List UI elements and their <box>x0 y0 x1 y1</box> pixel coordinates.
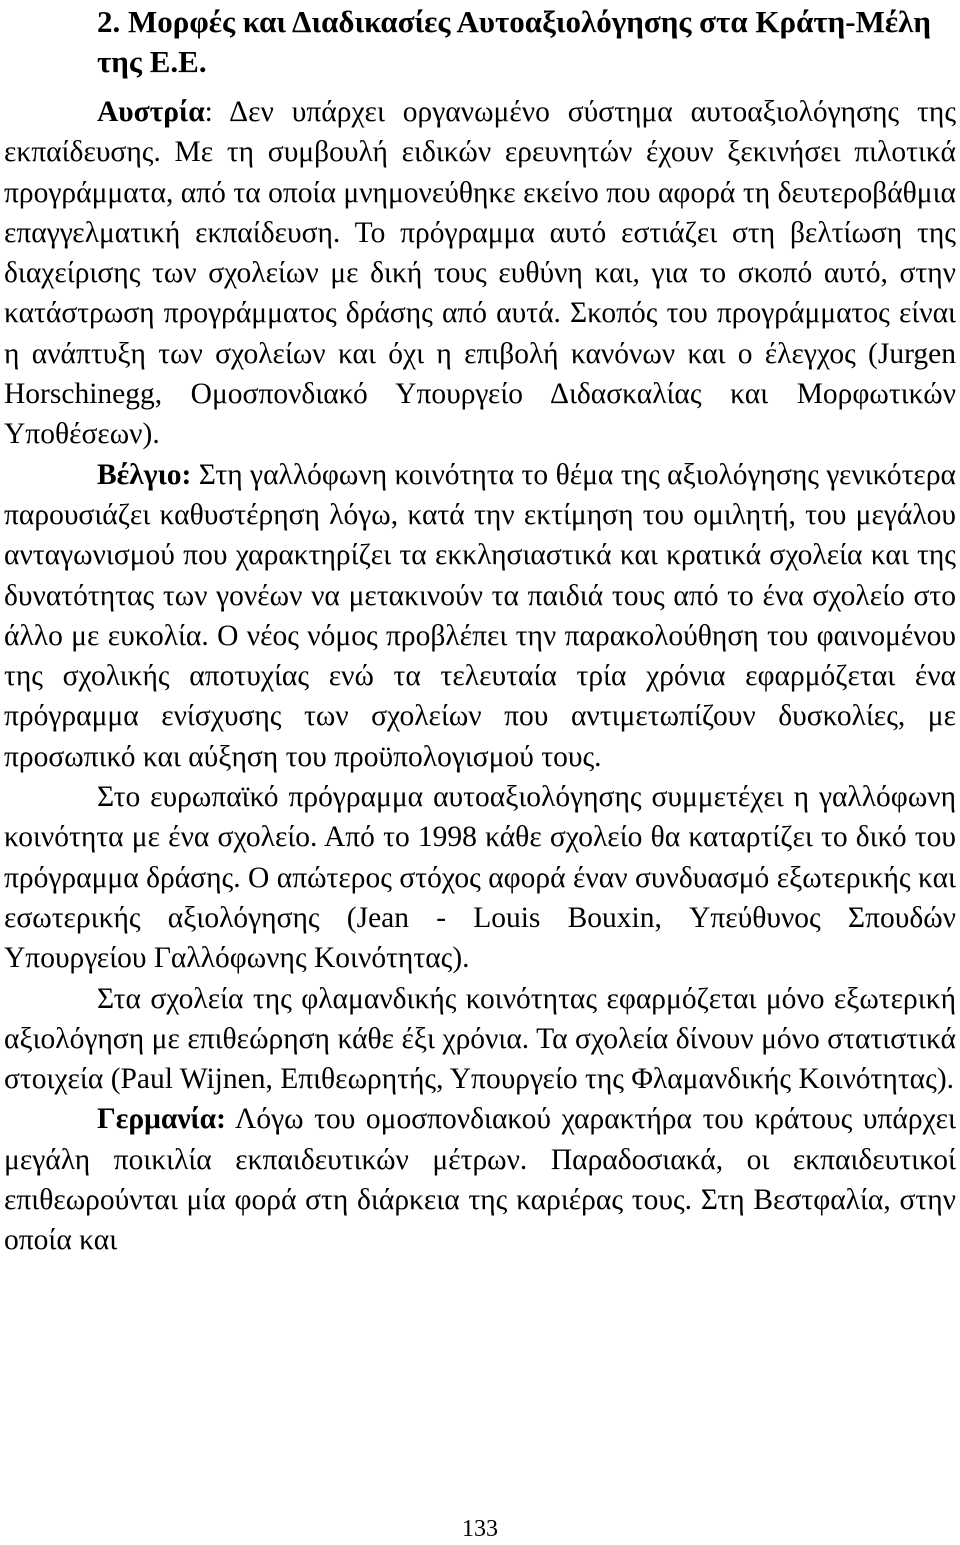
page-number: 133 <box>462 1516 498 1542</box>
section-heading: 2. Μορφές και Διαδικασίες Αυτοαξιολόγησης στα Κράτη-Μέλη της Ε.Ε. <box>97 4 931 79</box>
paragraph-belgium-french-community <box>4 777 956 978</box>
paragraph-germany <box>4 1099 956 1260</box>
country-label-austria: Αυστρία <box>97 96 205 128</box>
body-text <box>4 92 956 1261</box>
paragraph-belgium <box>4 455 956 777</box>
country-label-germany: Γερμανία: <box>97 1103 226 1136</box>
label-separator: : <box>204 96 213 128</box>
paragraph-text: Στη γαλλόφωνη κοινότητα το θέμα της αξιολόγησης γενικότερα παρουσιάζει καθυστέρηση λόγω, κατά την εκτίμηση του ομιλητή, του μεγάλου ανταγωνισμού που χαρακτηρίζει τα εκκλησιαστικά και κρατικά σχολεία και της δυνατότητας των γονέων να μετακινούν τα παιδιά τους από το ένα σχολείο στο άλλο με ευκολία. Ο νέος νόμος προβλέπει την παρακολούθηση του φαινομένου της σχολικής αποτυχίας ενώ τα τελευταία τρία χρόνια εφαρμόζεται ένα πρόγραμμα ενίσχυσης των σχολείων που αντιμετωπίζουν δυσκολίες, με προσωπικό και αύξηση του προϋπολογισμού τους. <box>4 458 956 773</box>
country-label-belgium: Βέλγιο: <box>97 458 192 491</box>
paragraph-text: Λόγω του ομοσπονδιακού χαρακτήρα του κράτους υπάρχει μεγάλη ποικιλία εκπαιδευτικών μέτρων. Παραδοσιακά, οι εκπαιδευτικοί επιθεωρούνται μία φορά στη διάρκεια της καριέρας τους. Στη Βεστφαλία, στην οποία και <box>4 1103 956 1257</box>
paragraph-austria <box>4 92 956 455</box>
paragraph-belgium-flemish-community <box>4 979 956 1100</box>
paragraph-text: Στο ευρωπαϊκό πρόγραμμα αυτοαξιολόγησης συμμετέχει η γαλλόφωνη κοινότητα με ένα σχολείο. Από το 1998 κάθε σχολείο θα καταρτίζει το δικό του πρόγραμμα δράσης. Ο απώτερος στόχος αφορά έναν συνδυασμό εξωτερικής και εσωτερικής αξιολόγησης (Jean - Louis Bouxin, Υπεύθυνος Σπουδών Υπουργείου Γαλλόφωνης Κοινότητας). <box>4 781 956 975</box>
paragraph-text: Στα σχολεία της φλαμανδικής κοινότητας εφαρμόζεται μόνο εξωτερική αξιολόγηση με επιθεώρηση κάθε έξι χρόνια. Τα σχολεία δίνουν μόνο στατιστικά στοιχεία (Paul Wijnen, Επιθεωρητής, Υπουργείο της Φλαμανδικής Κοινότητας). <box>4 982 956 1096</box>
paragraph-text: Δεν υπάρχει οργανωμένο σύστημα αυτοαξιολόγησης της εκπαίδευσης. Με τη συμβουλή ειδικών ερευνητών έχουν ξεκινήσει πιλοτικά προγράμματα, από τα οποία μνημονεύθηκε εκείνο που αφορά τη δευτεροβάθμια επαγγελματική εκπαίδευση. Το πρόγραμμα αυτό εστιάζει στη βελτίωση της διαχείρισης των σχολείων με δική τους ευθύνη και, για το σκοπό αυτό, στην κατάστρωση προγράμματος δράσης από αυτά. Σκοπός του προγράμματος είναι η ανάπτυξη των σχολείων και όχι η επιβολή κανόνων και ο έλεγχος (Jurgen Horschinegg, Ομοσπονδιακό Υπουργείο Διδασκαλίας και Μορφωτικών Υποθέσεων). <box>4 96 956 451</box>
